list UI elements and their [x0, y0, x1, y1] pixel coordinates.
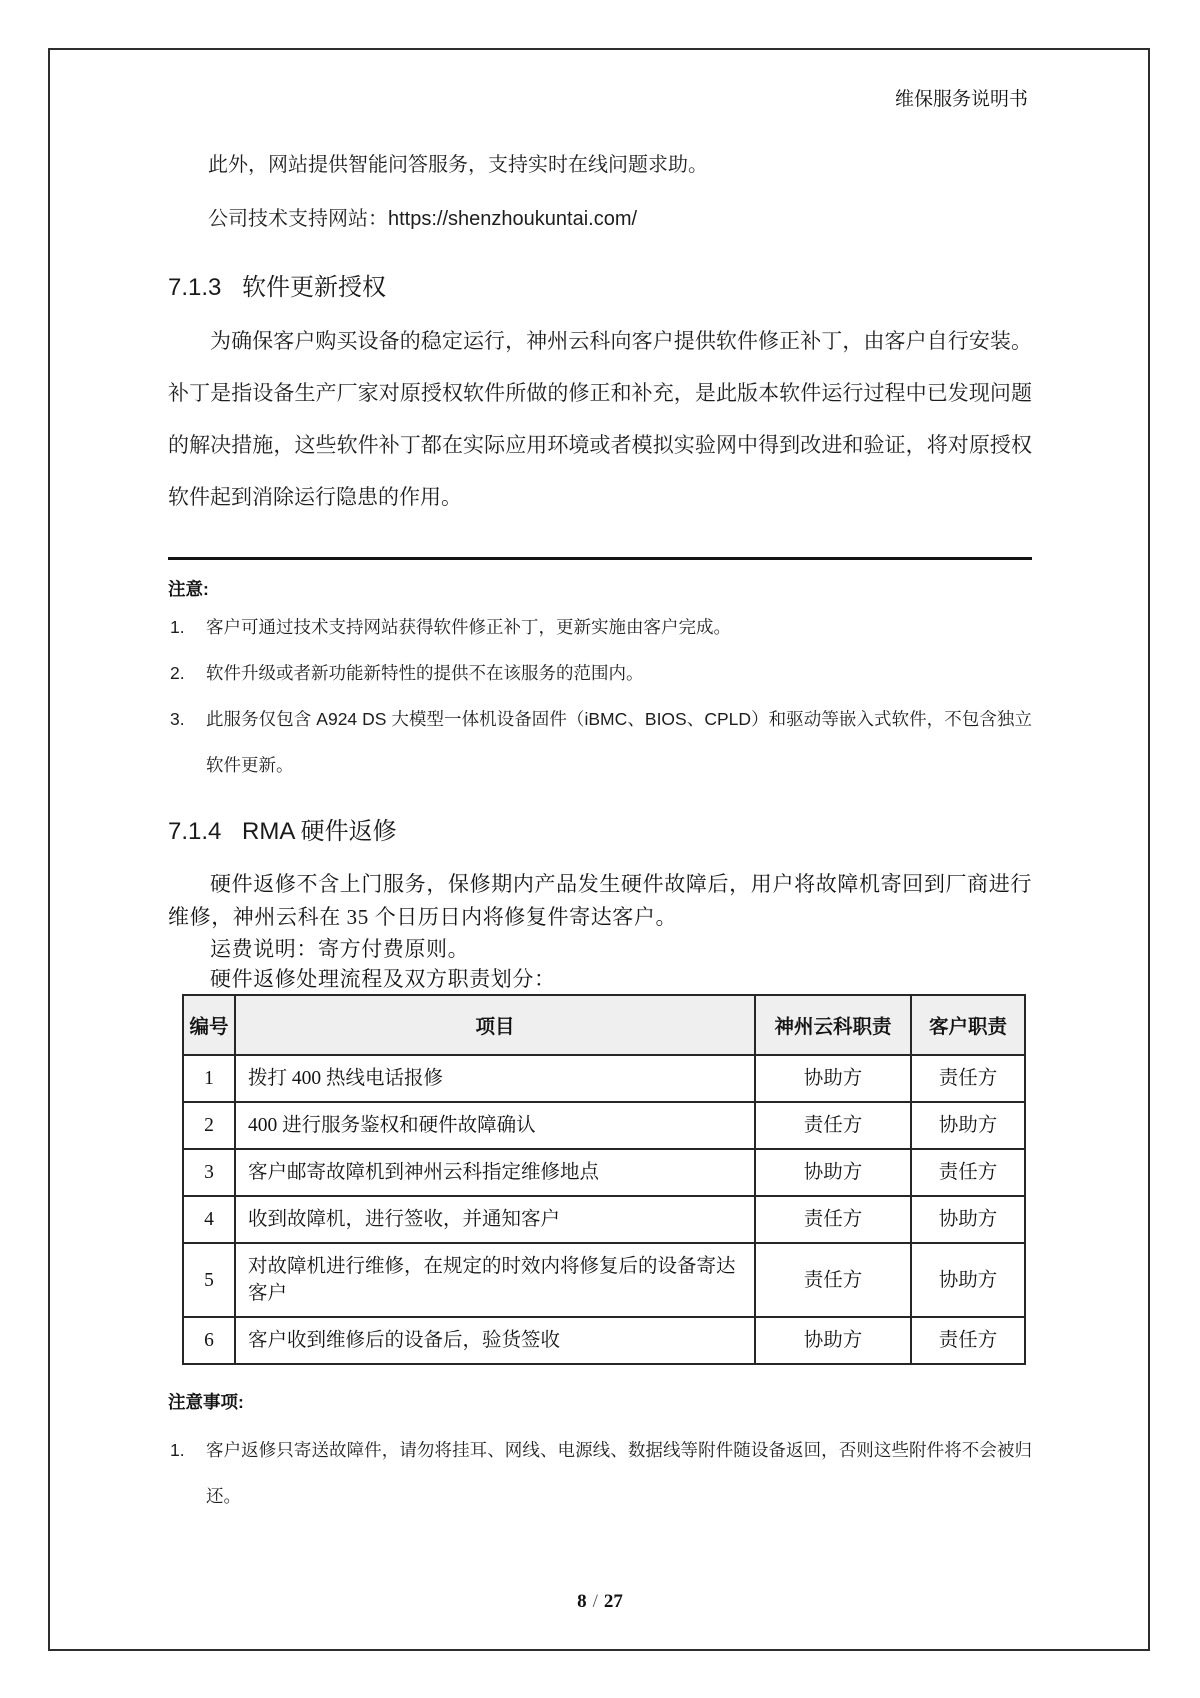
notice-item-number: 3.: [170, 709, 185, 729]
table-header-cell-number: 编号: [183, 995, 235, 1055]
table-cell-number: 3: [183, 1149, 235, 1196]
table-row: [183, 1102, 1025, 1149]
paragraph-rma-intro: 硬件返修不含上门服务，保修期内产品发生硬件故障后，用户将故障机寄回到厂商进行维修，神州云科在 35 个日历日内将修复件寄达客户。: [168, 872, 1032, 929]
table-cell-number: 1: [183, 1055, 235, 1102]
table-cell-item: 对故障机进行维修，在规定的时效内将修复后的设备寄达客户: [235, 1243, 755, 1317]
notice-item-text: 客户返修只寄送故障件，请勿将挂耳、网线、电源线、数据线等附件随设备返回，否则这些附件将不会被归还。: [206, 1440, 1032, 1506]
paragraph-software-update: 为确保客户购买设备的稳定运行，神州云科向客户提供软件修正补丁，由客户自行安装。补丁是指设备生产厂家对原授权软件所做的修正和补充，是此版本软件运行过程中已发现问题的解决措施，这些软件补丁都在实际应用环境或者模拟实验网中得到改进和验证，将对原授权软件起到消除运行隐患的作用。: [168, 330, 1032, 509]
notice-item-number: 1.: [170, 617, 185, 637]
table-cell-item: 400 进行服务鉴权和硬件故障确认: [235, 1102, 755, 1149]
table-cell-vendor-role: 责任方: [755, 1102, 911, 1149]
notice-item-text: 此服务仅包含 A924 DS 大模型一体机设备固件（iBMC、BIOS、CPLD）和驱动等嵌入式软件，不包含独立软件更新。: [206, 709, 1032, 775]
notes-label: 注意事项:: [168, 1392, 244, 1412]
notice-divider: [168, 557, 1032, 560]
current-page: 8: [577, 1591, 587, 1612]
table-cell-item: 收到故障机，进行签收，并通知客户: [235, 1196, 755, 1243]
running-header: 维保服务说明书: [894, 89, 1028, 110]
table-cell-item: 客户邮寄故障机到神州云科指定维修地点: [235, 1149, 755, 1196]
table-cell-customer-role: 责任方: [911, 1055, 1025, 1102]
notice-item: [168, 604, 1032, 650]
table-cell-customer-role: 责任方: [911, 1149, 1025, 1196]
section-heading-7-1-4: [168, 816, 1032, 848]
table-cell-customer-role: 协助方: [911, 1102, 1025, 1149]
table-cell-vendor-role: 责任方: [755, 1243, 911, 1317]
notice-item: [168, 650, 1032, 696]
notice-list: [168, 604, 1032, 788]
page-content: [168, 48, 1032, 1615]
table-cell-number: 6: [183, 1317, 235, 1364]
table-header-cell-vendor-duty: 神州云科职责: [755, 995, 911, 1055]
notice-item-text: 软件升级或者新功能新特性的提供不在该服务的范围内。: [206, 663, 644, 683]
notice-item-text: 客户可通过技术支持网站获得软件修正补丁，更新实施由客户完成。: [206, 617, 731, 637]
notice-item-number: 2.: [170, 663, 185, 683]
page-number: [168, 1589, 1032, 1615]
paragraph-table-caption: 硬件返修处理流程及双方职责划分：: [210, 967, 556, 991]
section-number: 7.1.3: [168, 274, 222, 301]
table-cell-customer-role: 协助方: [911, 1243, 1025, 1317]
paragraph-intro-1: 此外，网站提供智能问答服务，支持实时在线问题求助。: [208, 154, 708, 176]
section-title: 软件更新授权: [242, 274, 386, 301]
table-cell-vendor-role: 协助方: [755, 1317, 911, 1364]
table-header-cell-item: 项目: [235, 995, 755, 1055]
notice-label: 注意:: [168, 579, 209, 599]
table-header-row: [183, 995, 1025, 1055]
total-pages: 27: [603, 1591, 623, 1612]
table-cell-customer-role: 协助方: [911, 1196, 1025, 1243]
section-number: 7.1.4: [168, 818, 222, 845]
page-separator: /: [592, 1591, 598, 1612]
table-cell-item: 客户收到维修后的设备后，验货签收: [235, 1317, 755, 1364]
notice-item: [168, 1427, 1032, 1519]
table-header-cell-customer-duty: 客户职责: [911, 995, 1025, 1055]
section-title: RMA 硬件返修: [242, 818, 397, 845]
paragraph-shipping-note: 运费说明：寄方付费原则。: [210, 937, 470, 961]
table-row: [183, 1055, 1025, 1102]
notice-item-number: 1.: [170, 1440, 185, 1460]
table-row: [183, 1243, 1025, 1317]
table-cell-customer-role: 责任方: [911, 1317, 1025, 1364]
section-heading-7-1-3: [168, 272, 1032, 304]
table-row: [183, 1317, 1025, 1364]
table-cell-number: 2: [183, 1102, 235, 1149]
table-cell-vendor-role: 协助方: [755, 1055, 911, 1102]
table-cell-number: 5: [183, 1243, 235, 1317]
table-cell-vendor-role: 责任方: [755, 1196, 911, 1243]
notice-item: [168, 696, 1032, 788]
table-cell-number: 4: [183, 1196, 235, 1243]
paragraph-support-site: 公司技术支持网站：https://shenzhoukuntai.com/: [208, 208, 638, 230]
table-row: [183, 1196, 1025, 1243]
table-cell-vendor-role: 协助方: [755, 1149, 911, 1196]
table-cell-item: 拨打 400 热线电话报修: [235, 1055, 755, 1102]
table-row: [183, 1149, 1025, 1196]
notes-list: [168, 1427, 1032, 1519]
rma-process-table: [182, 994, 1026, 1365]
